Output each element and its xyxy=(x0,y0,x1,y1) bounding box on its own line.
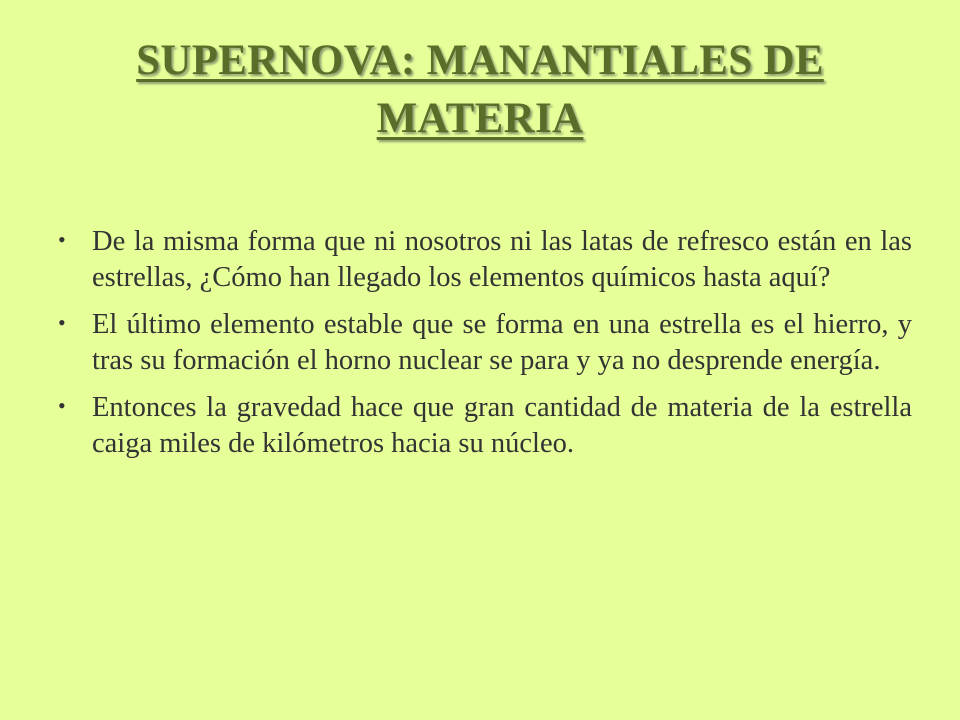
slide-title: SUPERNOVA: MANANTIALES DE MATERIA xyxy=(136,37,824,142)
bullet-point-icon: • xyxy=(58,310,66,335)
bullet-list xyxy=(56,224,912,473)
bullet-text: De la misma forma que ni nosotros ni las latas de refresco están en las estrellas, ¿Cómo han llegado los elementos químicos hasta aquí? xyxy=(92,226,912,293)
bullet-text: El último elemento estable que se forma en una estrella es el hierro, y tras su formación el horno nuclear se para y ya no desprende energía. xyxy=(92,309,912,376)
bullet-point-icon: • xyxy=(58,393,66,418)
bullet-text: Entonces la gravedad hace que gran cantidad de materia de la estrella caiga miles de kilómetros hacia su núcleo. xyxy=(92,392,912,459)
bullet-item-2 xyxy=(56,307,912,379)
bullet-point-icon: • xyxy=(58,227,66,252)
bullet-item-3 xyxy=(56,390,912,462)
bullet-item-1 xyxy=(56,224,912,296)
